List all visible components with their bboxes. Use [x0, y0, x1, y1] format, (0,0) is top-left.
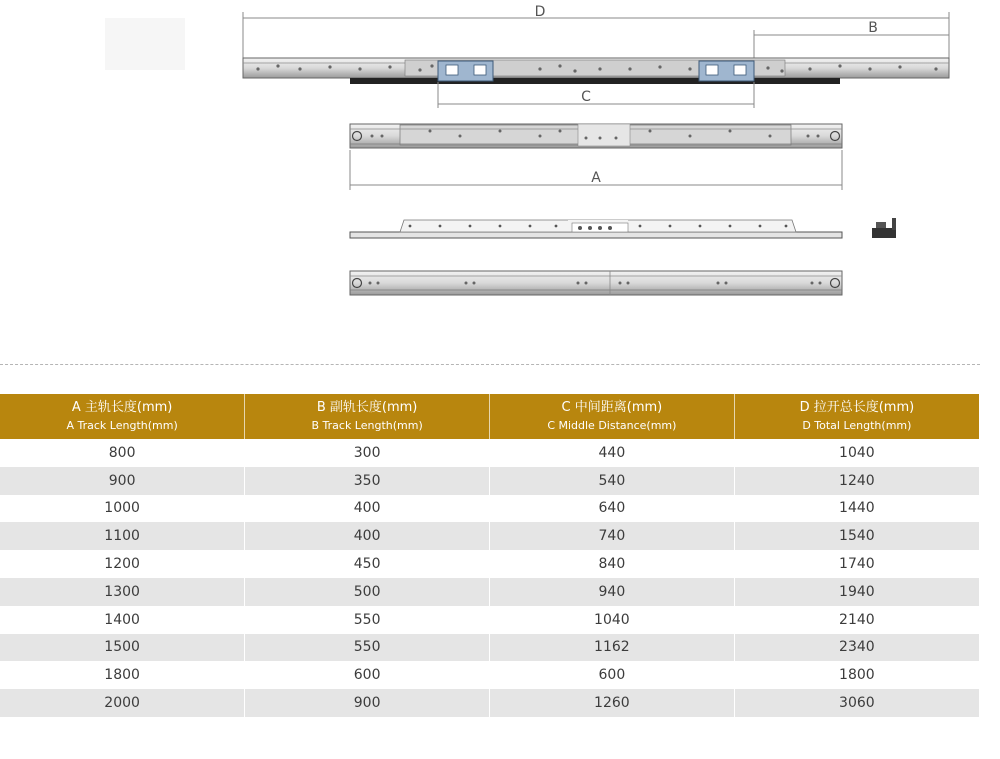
- cell-c: 1040: [490, 606, 735, 634]
- cell-a: 1100: [0, 522, 245, 550]
- slide-rail-technical-drawing: [0, 0, 1000, 330]
- header-b-track-length: [245, 394, 490, 439]
- header-label-zh: B 副轨长度(mm): [316, 399, 418, 415]
- cell-b: 400: [245, 522, 490, 550]
- header-label-zh: C 中间距离(mm): [561, 399, 663, 415]
- closed-rail-top-drawing: [350, 220, 842, 238]
- extended-rail-drawing: [243, 58, 949, 84]
- cell-b: 900: [245, 689, 490, 717]
- table-row: [0, 467, 979, 495]
- cell-b: 300: [245, 439, 490, 467]
- closed-rail-bottom-drawing: [350, 271, 842, 295]
- cell-d: 1540: [734, 522, 979, 550]
- table-row: [0, 606, 979, 634]
- cell-a: 1200: [0, 550, 245, 578]
- faint-logo-block: [105, 18, 185, 70]
- table-header-row: [0, 394, 979, 439]
- cell-d: 1740: [734, 550, 979, 578]
- table-row: [0, 550, 979, 578]
- header-c-middle-distance: [490, 394, 735, 439]
- table-row: [0, 661, 979, 689]
- cell-d: 1240: [734, 467, 979, 495]
- cell-d: 3060: [734, 689, 979, 717]
- dimension-c: [438, 82, 754, 108]
- cell-d: 1940: [734, 578, 979, 606]
- cell-c: 840: [490, 550, 735, 578]
- dimension-label-d: D: [534, 4, 546, 20]
- cell-a: 800: [0, 439, 245, 467]
- table-row: [0, 689, 979, 717]
- cell-c: 540: [490, 467, 735, 495]
- cell-a: 900: [0, 467, 245, 495]
- spec-table: [0, 394, 979, 717]
- table-row: [0, 495, 979, 523]
- cell-d: 1800: [734, 661, 979, 689]
- header-label-en: D Total Length(mm): [802, 418, 912, 432]
- cell-b: 500: [245, 578, 490, 606]
- cell-a: 1500: [0, 634, 245, 662]
- cell-a: 1300: [0, 578, 245, 606]
- table-row: [0, 439, 979, 467]
- cell-a: 1800: [0, 661, 245, 689]
- cell-c: 1260: [490, 689, 735, 717]
- cell-c: 600: [490, 661, 735, 689]
- dimension-label-c: C: [581, 89, 591, 105]
- header-label-en: C Middle Distance(mm): [547, 418, 677, 432]
- header-a-track-length: [0, 394, 245, 439]
- cell-d: 1440: [734, 495, 979, 523]
- closed-rail-front-drawing: [350, 124, 842, 148]
- cell-d: 2340: [734, 634, 979, 662]
- cell-b: 400: [245, 495, 490, 523]
- cell-a: 1400: [0, 606, 245, 634]
- header-label-zh: D 拉开总长度(mm): [799, 399, 915, 415]
- cell-c: 940: [490, 578, 735, 606]
- dimension-label-a: A: [591, 170, 601, 186]
- header-label-en: B Track Length(mm): [311, 418, 423, 432]
- header-d-total-length: [734, 394, 979, 439]
- table-row: [0, 634, 979, 662]
- cell-c: 440: [490, 439, 735, 467]
- cell-b: 550: [245, 634, 490, 662]
- cell-b: 600: [245, 661, 490, 689]
- cell-a: 2000: [0, 689, 245, 717]
- cell-c: 740: [490, 522, 735, 550]
- cell-b: 350: [245, 467, 490, 495]
- section-divider: [0, 364, 980, 365]
- cell-a: 1000: [0, 495, 245, 523]
- header-label-en: A Track Length(mm): [66, 418, 178, 432]
- cell-b: 450: [245, 550, 490, 578]
- table-row: [0, 578, 979, 606]
- cell-d: 1040: [734, 439, 979, 467]
- dimension-b: [754, 30, 949, 60]
- cell-d: 2140: [734, 606, 979, 634]
- rail-end-view-icon: [872, 218, 896, 238]
- cell-c: 640: [490, 495, 735, 523]
- cell-b: 550: [245, 606, 490, 634]
- table-row: [0, 522, 979, 550]
- dimension-label-b: B: [868, 20, 878, 36]
- header-label-zh: A 主轨长度(mm): [71, 399, 173, 415]
- cell-c: 1162: [490, 634, 735, 662]
